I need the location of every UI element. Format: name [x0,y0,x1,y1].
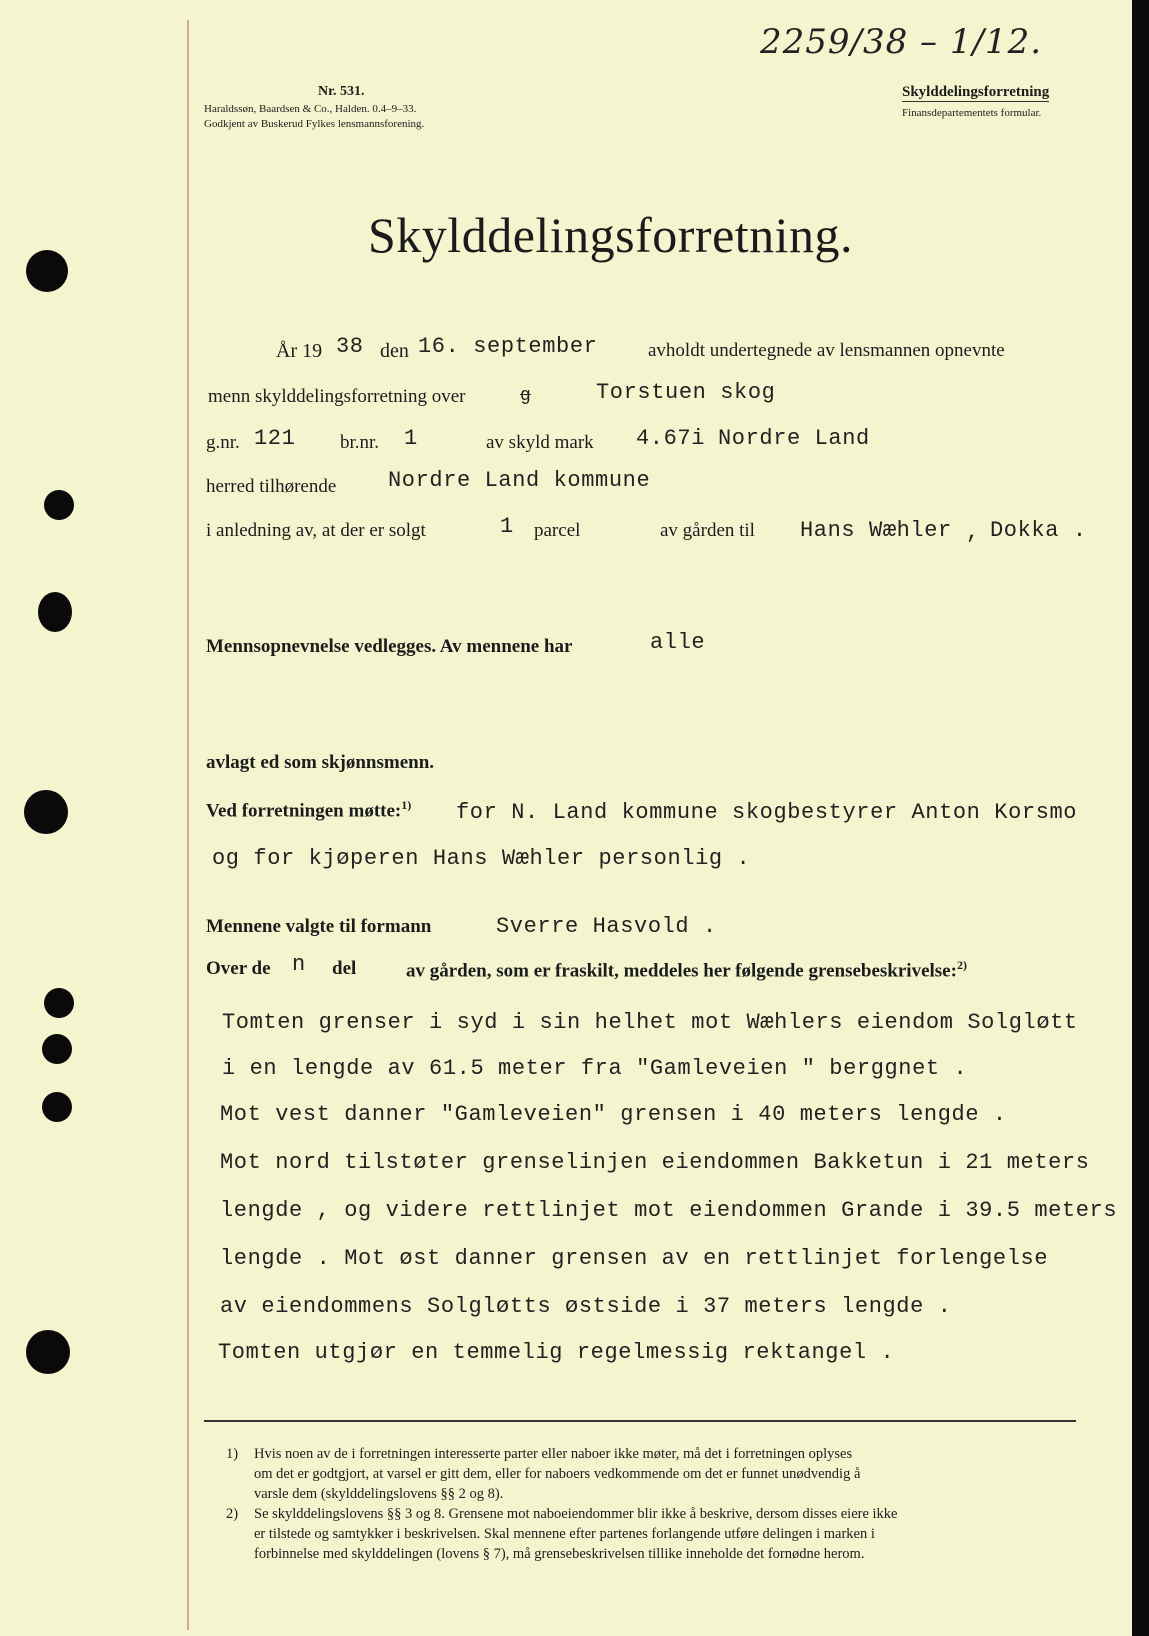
buyer-field: Hans Wæhler [800,518,952,543]
description-line: Mot nord tilstøter grenselinjen eiendommen Bakketun i 21 meters [220,1150,1090,1175]
punch-hole [26,1330,70,1374]
struck-text: g [520,386,531,406]
footnote-line: forbinnelse med skylddelingen (lovens § 7), må grensebeskrivelsen tillike inneholde det fornødne herom. [254,1546,865,1562]
punch-hole [44,490,74,520]
footnote-line: varsle dem (skylddelingslovens §§ 2 og 8). [254,1486,504,1502]
footnote-number: 1) [226,1446,239,1462]
footnote-ref-2: 2) [956,958,967,972]
punch-hole [44,988,74,1018]
description-line: lengde , og videre rettlinjet mot eiendommen Grande i 39.5 meters [220,1198,1118,1223]
brnr-label: br.nr. [340,432,380,453]
footnote-line: Hvis noen av de i forretningen interesserte parter eller naboer ikke møter, må det i forretningen oplyses [254,1446,853,1462]
footnote-line: er tilstede og samtykker i beskrivelsen. Skal mennene efter partenes forlangende utføre delingen i marken i [254,1526,875,1542]
description-line: Tomten grenser i syd i sin helhet mot Wæhlers eiendom Solgløtt [222,1010,1078,1035]
chairman-label: Mennene valgte til formann [206,916,432,937]
handwritten-reference: 2259/38 – 1/12. [760,22,1043,62]
attendees-line2: og for kjøperen Hans Wæhler personlig . [212,846,751,871]
chairman-field: Sverre Hasvold . [496,914,717,939]
year-field: 38 [336,334,364,359]
attendees-line1: for N. Land kommune skogbestyrer Anton Korsmo [456,800,1078,825]
footnote-line: Se skylddelingslovens §§ 3 og 8. Grensene mot naboeiendommer blir ikke å beskrive, dersom disses eiere ikke [254,1506,898,1522]
form-number: Nr. 531. [318,84,365,99]
punch-hole [26,250,68,292]
line10-rest [406,958,967,982]
ar-label: År 19 [276,340,323,362]
attendees-label [206,798,411,822]
line2-label: menn skylddelingsforretning over [208,386,466,407]
description-line: av eiendommens Solgløtts østside i 37 meters lengde . [220,1294,952,1319]
skyld-field: 4.67i [636,426,706,451]
gnr-field: 121 [254,426,296,451]
description-line: lengde . Mot øst danner grensen av en rettlinjet forlengelse [220,1246,1049,1271]
line6-label: Mennsopnevnelse vedlegges. Av mennene har [206,636,573,657]
line1-rest: avholdt undertegnede av lensmannen opnevnte [648,340,1005,361]
date-field: 16. september [418,334,598,359]
line7-label: avlagt ed som skjønnsmenn. [206,752,435,773]
punch-hole [42,1092,72,1122]
document-title: Skylddelingsforretning. [368,207,854,263]
footnote-ref-1: 1) [401,798,412,812]
footnote-line: om det er godtgjort, at varsel er gitt dem, eller for naboers vedkommende om det er funnet unødvendig å [254,1466,861,1482]
men-sworn-field: alle [650,630,706,655]
punch-hole [38,592,72,632]
parcel-count-field: 1 [500,514,514,539]
punch-hole [24,790,68,834]
publisher-line: Haraldssøn, Baardsen & Co., Halden. 0.4–9–33. [204,103,417,115]
header-form-subtitle: Finansdepartementets formular. [902,107,1042,119]
del-label: del [332,958,357,979]
description-line: Mot vest danner "Gamleveien" grensen i 40 meters lengde . [220,1102,1007,1127]
gnr-label: g.nr. [206,432,240,453]
part-field: n [292,952,306,977]
punch-hole [42,1034,72,1064]
town-field: Dokka . [990,518,1087,543]
margin-line [187,20,189,1630]
brnr-field: 1 [404,426,418,451]
boundary-description-label: grensebeskrivelse: [808,960,957,982]
footnote-number: 2) [226,1506,239,1522]
property-name-field: Torstuen skog [596,380,776,405]
parcel-label: parcel [534,520,581,541]
line10-rest-text: av gården, som er fraskilt, meddeles her følgende [406,960,804,982]
herred-label: herred tilhørende [206,476,337,497]
comma: , [966,520,980,545]
line5-label: i anledning av, at der er solgt [206,520,426,541]
den-label: den [380,340,409,362]
attendees-label-text: Ved forretningen møtte: [206,800,402,822]
footnote-divider [204,1420,1076,1422]
approval-line: Godkjent av Buskerud Fylkes lensmannsforening. [204,118,425,130]
place-field: Nordre Land [718,426,870,451]
description-line: i en lengde av 61.5 meter fra "Gamleveien " berggnet . [222,1056,968,1081]
over-de-label: Over de [206,958,271,979]
skyld-label: av skyld mark [486,432,594,453]
description-line: Tomten utgjør en temmelig regelmessig rektangel . [218,1340,895,1365]
herred-field: Nordre Land kommune [388,468,651,493]
header-form-title: Skylddelingsforretning [902,84,1050,100]
garden-label: av gården til [660,520,755,541]
